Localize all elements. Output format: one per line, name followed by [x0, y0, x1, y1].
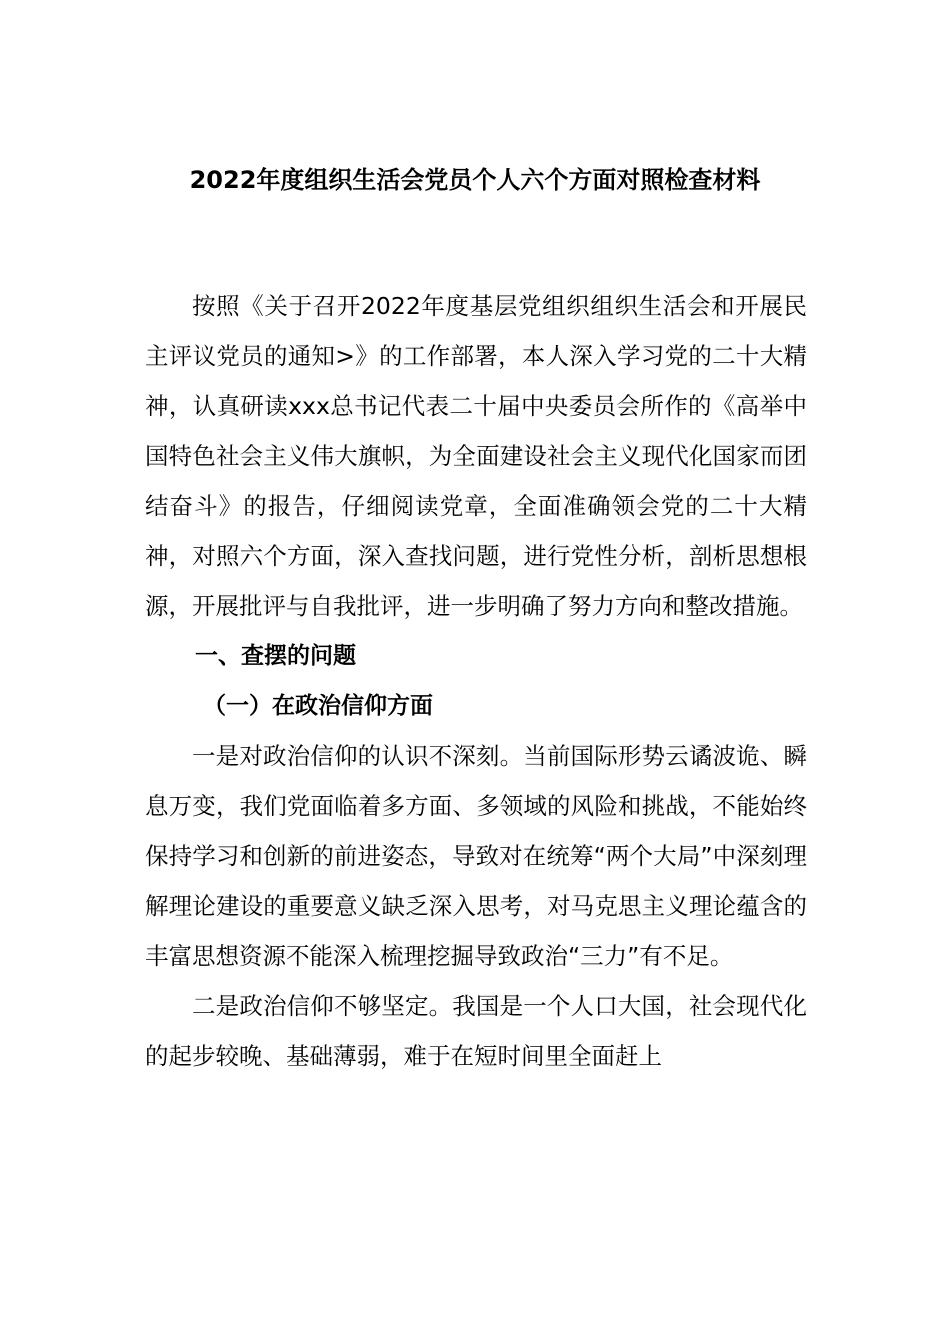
body-paragraph-2: 二是政治信仰不够坚定。我国是一个人口大国，社会现代化的起步较晚、基础薄弱，难于在短时间里全面赶上 [145, 992, 807, 1070]
section-heading-problems: 一、查摆的问题 [195, 643, 356, 669]
document-title: 2022年度组织生活会党员个人六个方面对照检查材料 [189, 166, 761, 194]
body-paragraph-1: 一是对政治信仰的认识不深刻。当前国际形势云谲波诡、瞬息万变，我们党面临着多方面、多领域的风险和挑战，不能始终保持学习和创新的前进姿态，导致对在统筹“两个大局”中深刻理解理论建设的重要意义缺乏深入思考，对马克思主义理论蕴含的丰富思想资源不能深入梳理挖掘导致政治“三力”有不足。 [145, 742, 807, 970]
intro-paragraph: 按照《关于召开2022年度基层党组织组织生活会和开展民主评议党员的通知>》的工作部署，本人深入学习党的二十大精神，认真研读xxx总书记代表二十届中央委员会所作的《高举中国特色社会主义伟大旗帜，为全面建设社会主义现代化国家而团结奋斗》的报告，仔细阅读党章，全面准确领会党的二十大精神，对照六个方面，深入查找问题，进行党性分析，剖析思想根源，开展批评与自我批评，进一步明确了努力方向和整改措施。 [145, 292, 807, 620]
document-body [145, 281, 807, 1081]
subsection-heading-political-belief: （一）在政治信仰方面 [203, 693, 433, 719]
